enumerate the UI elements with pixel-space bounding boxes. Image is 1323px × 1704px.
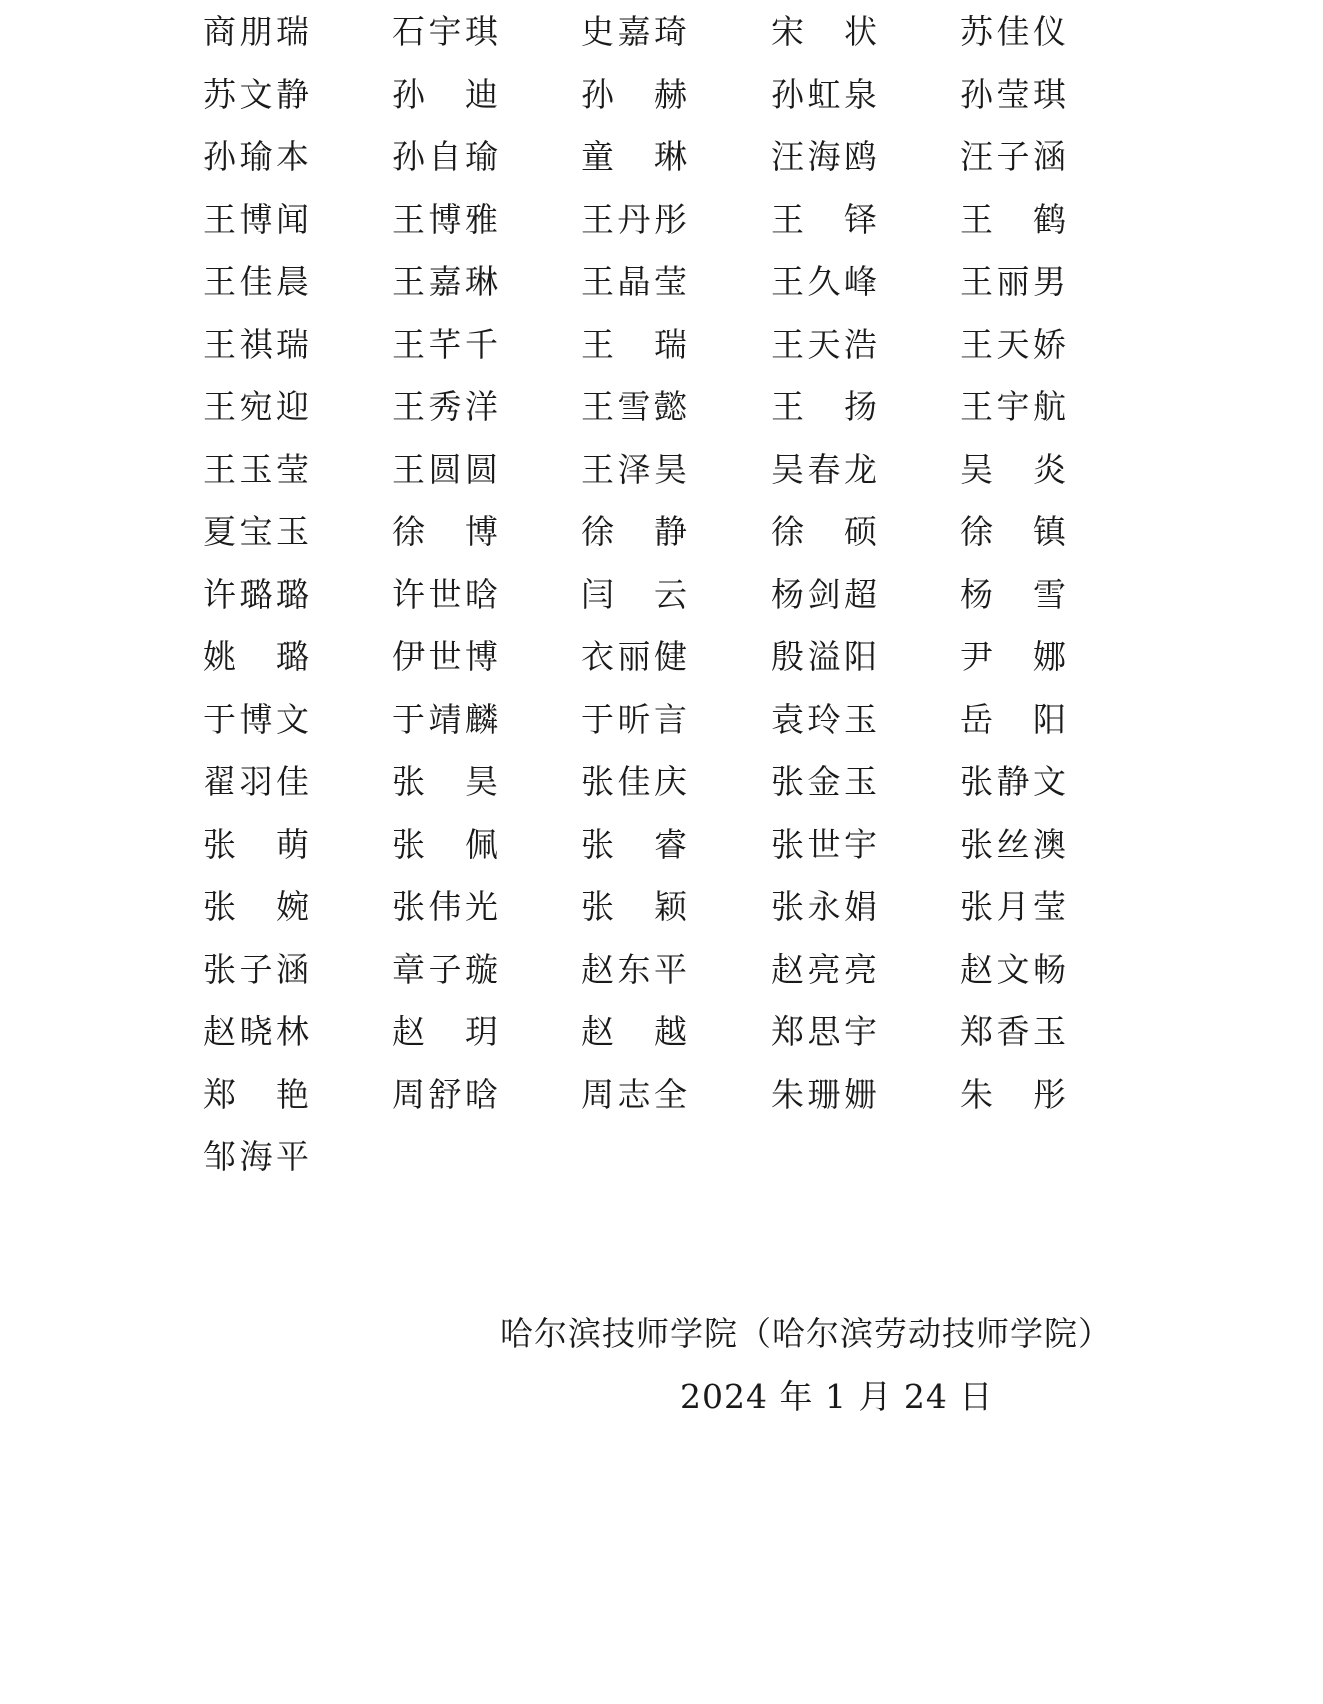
name-cell: 王 丽 男 (960, 262, 1068, 301)
name-cell: 尹 娜 (960, 637, 1068, 676)
name-cell: 赵 玥 (392, 1012, 500, 1051)
name-cell: 宋 状 (771, 12, 879, 51)
name-cell: 王 博 闻 (203, 199, 311, 239)
name-cell: 汪 子 涵 (960, 137, 1068, 176)
name-cell: 孙 迪 (392, 74, 500, 114)
name-row (203, 258, 1103, 321)
name-cell: 张 昊 (392, 762, 500, 801)
name-row (203, 946, 1103, 1009)
name-row (203, 446, 1103, 509)
name-row (203, 196, 1103, 259)
name-cell: 孙 虹 泉 (771, 74, 879, 114)
name-cell: 张 伟 光 (392, 887, 500, 926)
name-cell: 王 天 娇 (960, 324, 1068, 364)
name-cell: 朱 珊 姗 (771, 1074, 879, 1114)
name-cell: 赵 文 畅 (960, 949, 1068, 989)
name-cell: 王 天 浩 (771, 324, 879, 364)
name-cell: 许 世 晗 (392, 574, 500, 614)
signature-date: 2024 年 1 月 24 日 (680, 1377, 994, 1416)
name-cell: 夏 宝 玉 (203, 512, 311, 551)
name-cell: 杨 剑 超 (771, 574, 879, 614)
name-cell: 苏 文 静 (203, 74, 311, 114)
name-cell: 王 雪 懿 (581, 387, 689, 426)
name-cell: 岳 阳 (960, 699, 1068, 739)
name-cell: 王 扬 (771, 387, 879, 426)
name-cell: 王 佳 晨 (203, 262, 311, 301)
name-cell: 张 子 涵 (203, 949, 311, 989)
name-cell: 王 祺 瑞 (203, 324, 311, 364)
name-cell: 孙 瑜 本 (203, 137, 311, 176)
name-cell: 于 昕 言 (581, 699, 689, 739)
name-row (203, 1133, 1103, 1196)
name-cell: 姚 璐 (203, 637, 311, 676)
name-cell: 徐 硕 (771, 512, 879, 551)
name-cell: 周 志 全 (581, 1074, 689, 1114)
name-cell: 王 瑞 (581, 324, 689, 364)
name-row (203, 71, 1103, 134)
name-cell: 周 舒 晗 (392, 1074, 500, 1114)
name-cell: 王 久 峰 (771, 262, 879, 301)
name-cell: 张 静 文 (960, 762, 1068, 801)
name-row (203, 696, 1103, 759)
name-cell: 赵 亮 亮 (771, 949, 879, 989)
name-cell: 徐 静 (581, 512, 689, 551)
name-cell: 王 丹 彤 (581, 199, 689, 239)
name-cell: 张 婉 (203, 887, 311, 926)
name-cell: 王 嘉 琳 (392, 262, 500, 301)
name-cell: 章 子 璇 (392, 949, 500, 989)
name-cell: 赵 越 (581, 1012, 689, 1051)
name-cell: 王 圆 圆 (392, 449, 500, 489)
name-cell: 于 博 文 (203, 699, 311, 739)
name-cell: 王 泽 昊 (581, 449, 689, 489)
name-cell: 张 月 莹 (960, 887, 1068, 926)
name-row (203, 633, 1103, 696)
name-cell: 王 芊 千 (392, 324, 500, 364)
name-cell: 邹 海 平 (203, 1137, 311, 1176)
name-cell: 孙 自 瑜 (392, 137, 500, 176)
name-cell: 王 鹤 (960, 199, 1068, 239)
name-cell: 朱 彤 (960, 1074, 1068, 1114)
name-cell: 于 靖 麟 (392, 699, 500, 739)
name-cell: 张 永 娟 (771, 887, 879, 926)
name-cell: 童 琳 (581, 137, 689, 176)
name-row (203, 383, 1103, 446)
name-cell: 孙 莹 琪 (960, 74, 1068, 114)
name-cell: 王 宛 迎 (203, 387, 311, 426)
name-cell: 赵 晓 林 (203, 1012, 311, 1051)
name-row (203, 508, 1103, 571)
name-cell: 史 嘉 琦 (581, 12, 689, 51)
name-cell: 殷 溢 阳 (771, 637, 879, 676)
name-cell: 伊 世 博 (392, 637, 500, 676)
name-cell: 王 晶 莹 (581, 262, 689, 301)
name-cell: 徐 博 (392, 512, 500, 551)
name-cell: 张 世 宇 (771, 824, 879, 864)
name-row (203, 1008, 1103, 1071)
name-cell: 王 铎 (771, 199, 879, 239)
name-row (203, 8, 1103, 71)
name-row (203, 133, 1103, 196)
name-cell: 翟 羽 佳 (203, 762, 311, 801)
name-cell: 郑 艳 (203, 1074, 311, 1114)
name-cell: 张 萌 (203, 824, 311, 864)
name-cell: 徐 镇 (960, 512, 1068, 551)
name-cell: 闫 云 (581, 574, 689, 614)
name-row (203, 821, 1103, 884)
name-cell: 许 璐 璐 (203, 574, 311, 614)
name-cell: 张 颖 (581, 887, 689, 926)
name-cell: 王 秀 洋 (392, 387, 500, 426)
name-row (203, 758, 1103, 821)
name-cell: 杨 雪 (960, 574, 1068, 614)
name-cell: 吴 炎 (960, 449, 1068, 489)
name-cell: 郑 思 宇 (771, 1012, 879, 1051)
name-row (203, 321, 1103, 384)
name-cell: 张 丝 澳 (960, 824, 1068, 864)
name-cell: 张 佩 (392, 824, 500, 864)
name-cell: 汪 海 鸥 (771, 137, 879, 176)
names-grid (203, 8, 1103, 1196)
name-cell: 孙 赫 (581, 74, 689, 114)
name-cell: 张 佳 庆 (581, 762, 689, 801)
name-cell: 吴 春 龙 (771, 449, 879, 489)
name-cell: 袁 玲 玉 (771, 699, 879, 739)
name-cell: 张 睿 (581, 824, 689, 864)
name-cell: 赵 东 平 (581, 949, 689, 989)
name-cell: 王 宇 航 (960, 387, 1068, 426)
name-cell: 石 宇 琪 (392, 12, 500, 51)
name-row (203, 1071, 1103, 1134)
signature-organization: 哈尔滨技师学院（哈尔滨劳动技师学院） (500, 1314, 1112, 1353)
name-row (203, 883, 1103, 946)
name-cell: 张 金 玉 (771, 762, 879, 801)
name-row (203, 571, 1103, 634)
name-cell: 王 玉 莹 (203, 449, 311, 489)
name-cell: 苏 佳 仪 (960, 12, 1068, 51)
name-cell: 衣 丽 健 (581, 637, 689, 676)
name-cell: 商 朋 瑞 (203, 12, 311, 51)
name-cell: 王 博 雅 (392, 199, 500, 239)
name-cell: 郑 香 玉 (960, 1012, 1068, 1051)
